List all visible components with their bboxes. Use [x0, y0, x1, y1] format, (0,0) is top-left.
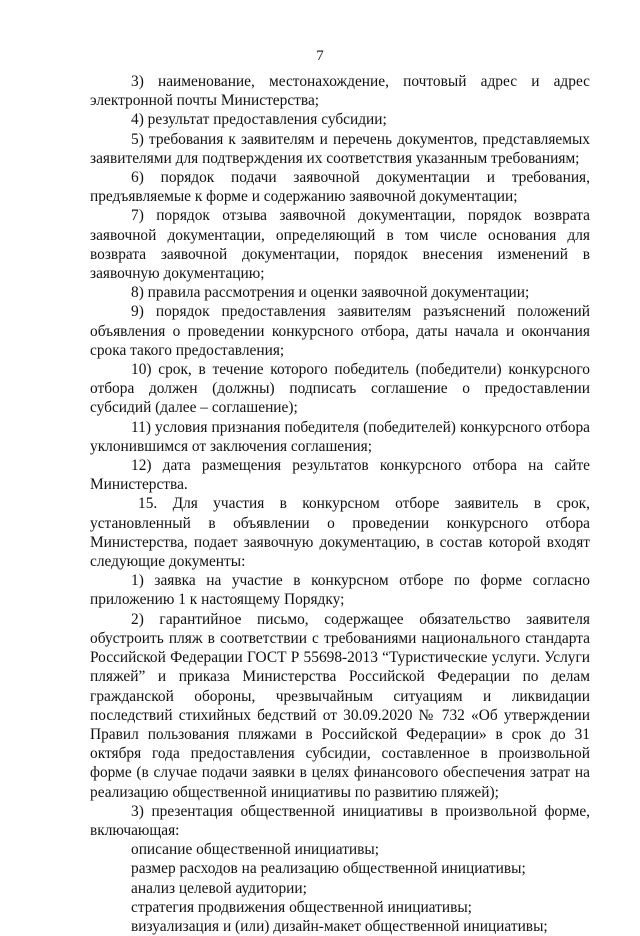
- list-line: визуализация и (или) дизайн-макет общественной инициативы;: [131, 917, 548, 935]
- document-paragraph: 3) презентация общественной инициативы в произвольной форме, включающая:: [90, 802, 590, 839]
- document-body: [90, 72, 590, 936]
- document-paragraph: 2) гарантийное письмо, содержащее обязательство заявителя обустроить пляж в соответствии с требованиями национального стандарта Российской Федерации ГОСТ Р 55698-2013 “Туристические услуги. Услуги пляжей” и приказа Министерства Российской Федерации по делам гражданской обороны, чрезвычайным ситуациям и ликвидации последствий стихийных бедствий от 30.09.2020 № 732 «Об утверждении Правил пользования пляжами в Российской Федерации» в срок до 31 октября года предоставления субсидии, составленное в произвольной форме (в случае подачи заявки в целях финансового обеспечения затрат на реализацию общественной инициативы по развитию пляжей);: [90, 610, 590, 801]
- document-paragraph: 12) дата размещения результатов конкурсного отбора на сайте Министерства.: [90, 457, 590, 494]
- page-number: 7: [316, 48, 324, 64]
- document-paragraph: 5) требования к заявителям и перечень документов, представляемых заявителями для подтверждения их соответствия указанным требованиям;: [90, 130, 590, 167]
- document-paragraph: 9) порядок предоставления заявителям разъяснений положений объявления о проведении конкурсного отбора, даты начала и окончания срока такого предоставления;: [90, 303, 590, 359]
- document-paragraph: 1) заявка на участие в конкурсном отборе по форме согласно приложению 1 к настоящему Порядку;: [90, 572, 590, 609]
- list-line: стратегия продвижения общественной инициативы;: [131, 898, 472, 916]
- document-paragraph: 3) наименование, местонахождение, почтовый адрес и адрес электронной почты Министерства;: [90, 73, 590, 110]
- document-paragraph: 11) условия признания победителя (победителей) конкурсного отбора уклонившимся от заключения соглашения;: [90, 418, 590, 455]
- document-paragraph: 10) срок, в течение которого победитель (победители) конкурсного отбора должен (должны) подписать соглашение о предоставлении субсидий (далее – соглашение);: [90, 361, 590, 417]
- list-line: размер расходов на реализацию общественной инициативы;: [131, 860, 526, 878]
- document-paragraph: 4) результат предоставления субсидии;: [131, 111, 387, 129]
- document-paragraph: 15. Для участия в конкурсном отборе заявитель в срок, установленный в объявлении о проведении конкурсного отбора Министерства, подает заявочную документацию, в состав которой входят следующие документы:: [90, 495, 590, 571]
- document-paragraph: 6) порядок подачи заявочной документации и требования, предъявляемые к форме и содержанию заявочной документации;: [90, 169, 590, 206]
- document-paragraph: 7) порядок отзыва заявочной документации, порядок возврата заявочной документации, определяющий в том числе основания для возврата заявочной документации, порядок внесения изменений в заявочную документацию;: [90, 207, 590, 283]
- document-paragraph: 8) правила рассмотрения и оценки заявочной документации;: [131, 284, 530, 302]
- list-line: анализ целевой аудитории;: [131, 879, 307, 897]
- list-line: описание общественной инициативы;: [131, 841, 380, 859]
